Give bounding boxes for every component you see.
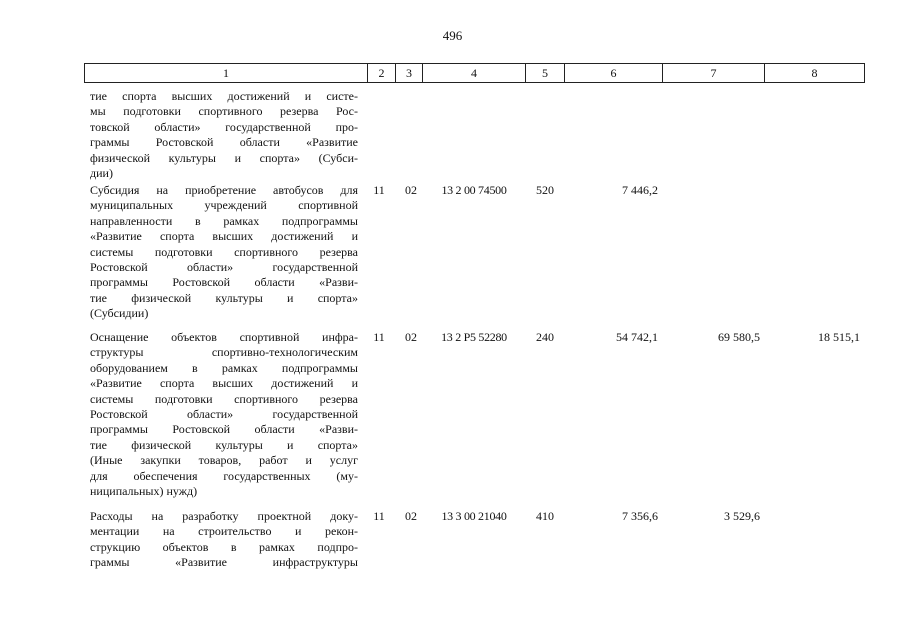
description-line: товской области» государственной про- bbox=[90, 119, 358, 134]
cell-expense-type: 240 bbox=[536, 330, 554, 344]
header-col-8: 8 bbox=[811, 66, 818, 80]
description-line: граммы Ростовской области «Развитие bbox=[90, 135, 358, 150]
description-line: «Развитие спорта высших достижений и bbox=[90, 376, 358, 391]
description-line: системы подготовки спортивного резерва bbox=[90, 244, 358, 259]
description-line: Субсидия на приобретение автобусов для bbox=[90, 183, 358, 197]
cell-section: 11 bbox=[373, 509, 385, 523]
cell-target-article: 13 2 P5 52280 bbox=[441, 330, 507, 344]
description-line: «Развитие спорта высших достижений и bbox=[90, 229, 358, 244]
header-col-1: 1 bbox=[85, 64, 368, 82]
description-line: струкцию объектов в рамках подпро- bbox=[90, 539, 358, 554]
header-col-6: 6 bbox=[565, 64, 663, 82]
cell-amount-6: 7 356,6 bbox=[622, 509, 658, 523]
header-col-2: 2 bbox=[368, 64, 396, 82]
description-line: ментации на строительство и рекон- bbox=[90, 524, 358, 539]
description-line: физической культуры и спорта» (Субси- bbox=[90, 150, 358, 165]
cell-section: 11 bbox=[373, 183, 385, 197]
cell-subsection: 02 bbox=[405, 183, 417, 197]
cell-expense-type: 410 bbox=[536, 509, 554, 523]
description-line: (Иные закупки товаров, работ и услуг bbox=[90, 453, 358, 468]
description-line: Ростовской области» государственной bbox=[90, 260, 358, 275]
table-row-description bbox=[90, 509, 358, 571]
description-line: направленности в рамках подпрограммы bbox=[90, 213, 358, 228]
description-line: оборудованием в рамках подпрограммы bbox=[90, 360, 358, 375]
description-line: мы подготовки спортивного резерва Рос- bbox=[90, 104, 358, 119]
description-line: тие физической культуры и спорта» bbox=[90, 290, 358, 305]
description-line: дии) bbox=[90, 166, 113, 181]
cell-amount-6: 54 742,1 bbox=[616, 330, 658, 344]
cell-target-article: 13 2 00 74500 bbox=[441, 183, 507, 197]
cell-amount-7: 3 529,6 bbox=[724, 509, 760, 523]
description-line: структуры спортивно-технологическим bbox=[90, 345, 358, 360]
cell-target-article: 13 3 00 21040 bbox=[441, 509, 507, 523]
header-col-4: 4 bbox=[423, 64, 526, 82]
table-row-description bbox=[90, 330, 358, 499]
description-line: муниципальных учреждений спортивной bbox=[90, 198, 358, 213]
cell-expense-type: 520 bbox=[536, 183, 554, 197]
description-line: программы Ростовской области «Разви- bbox=[90, 275, 358, 290]
description-line: Оснащение объектов спортивной инфра- bbox=[90, 330, 358, 344]
cell-section: 11 bbox=[373, 330, 385, 344]
header-col-7: 7 bbox=[663, 64, 765, 82]
page-number: 496 bbox=[442, 28, 463, 43]
cell-amount-6: 7 446,2 bbox=[622, 183, 658, 197]
description-line: для обеспечения государственных (му- bbox=[90, 468, 358, 483]
description-line: тие спорта высших достижений и систе- bbox=[90, 89, 358, 103]
table-header-row bbox=[84, 63, 865, 83]
description-line: программы Ростовской области «Разви- bbox=[90, 422, 358, 437]
table-row-description bbox=[90, 89, 358, 181]
header-col-5: 5 bbox=[526, 64, 565, 82]
description-line: Ростовской области» государственной bbox=[90, 407, 358, 422]
cell-amount-7: 69 580,5 bbox=[718, 330, 760, 344]
description-line: граммы «Развитие инфраструктуры bbox=[90, 555, 358, 570]
cell-subsection: 02 bbox=[405, 509, 417, 523]
description-line: тие физической культуры и спорта» bbox=[90, 437, 358, 452]
cell-subsection: 02 bbox=[405, 330, 417, 344]
description-line: (Субсидии) bbox=[90, 306, 149, 321]
description-line: ниципальных) нужд) bbox=[90, 484, 198, 499]
description-line: Расходы на разработку проектной доку- bbox=[90, 509, 358, 523]
description-line: системы подготовки спортивного резерва bbox=[90, 391, 358, 406]
table-row-description bbox=[90, 183, 358, 322]
header-col-3: 3 bbox=[396, 64, 423, 82]
cell-amount-8: 18 515,1 bbox=[818, 330, 860, 344]
